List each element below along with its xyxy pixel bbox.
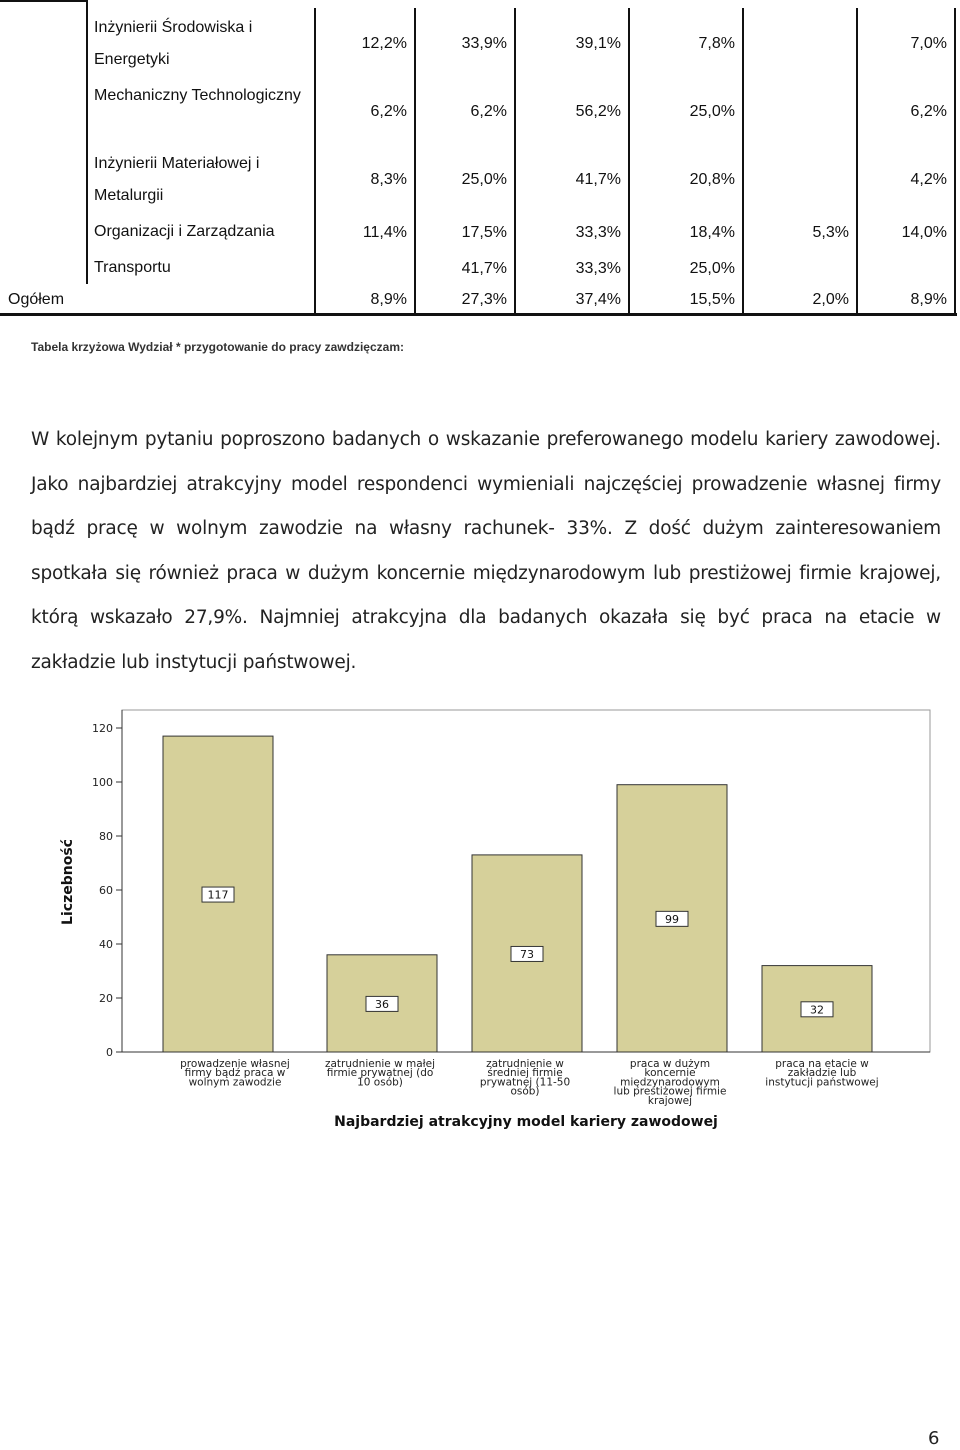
y-tick-label: 100 [92, 776, 113, 789]
x-tick-label: krajowej [647, 1094, 693, 1107]
x-tick-label: praca na etacie w [775, 1058, 869, 1070]
x-tick-label: zatrudnienie w [486, 1058, 564, 1070]
table-vertical-line [954, 8, 956, 314]
x-tick-label: praca w dużym [629, 1058, 711, 1070]
y-tick-label: 120 [92, 722, 113, 735]
y-tick-label: 80 [99, 830, 113, 843]
table-bottom-line [0, 313, 957, 316]
table-vertical-line [86, 0, 88, 284]
crosstab-table [0, 0, 960, 318]
x-tick-label: zatrudnienie w małej [324, 1058, 436, 1070]
x-tick-label: firmie prywatnej (do [326, 1067, 434, 1080]
table-cell: 33,3% [575, 224, 621, 241]
table-cell [748, 252, 849, 286]
table-top-line [0, 0, 88, 2]
data-label: 36 [375, 997, 389, 1011]
y-tick-label: 60 [99, 884, 113, 897]
x-tick-label: 10 osób) [357, 1076, 403, 1089]
bar-chart [0, 700, 960, 1140]
table-cell: 8,9% [910, 291, 947, 308]
table-vertical-line [628, 8, 630, 314]
table-cell: 8,9% [370, 291, 407, 308]
table-cell: 18,4% [689, 224, 735, 241]
x-tick-label: lub prestiżowej firmie [613, 1085, 727, 1098]
x-tick-label: firmy bądź praca w [184, 1067, 286, 1080]
table-caption: Tabela krzyżowa Wydział * przygotowanie do pracy zawdzięczam: [31, 340, 404, 354]
x-tick-label: wolnym zawodzie [188, 1076, 282, 1089]
x-tick-label: prowadzenie własnej [180, 1058, 290, 1070]
table-cell: 56,2% [575, 103, 621, 120]
table-cell: 8,3% [370, 171, 407, 188]
data-label: 32 [810, 1003, 824, 1017]
y-tick-label: 20 [99, 992, 113, 1005]
table-cell: 41,7% [575, 171, 621, 188]
table-vertical-line [514, 8, 516, 314]
data-label: 117 [207, 888, 229, 902]
total-row-label: Ogółem [8, 291, 65, 308]
table-cell: 25,0% [461, 171, 507, 188]
row-label: Inżynierii Materiałowej i Metalurgii [94, 155, 260, 204]
y-tick-label: 0 [106, 1046, 113, 1059]
x-tick-label: międzynarodowym [620, 1076, 720, 1089]
x-tick-label: osób) [510, 1085, 540, 1098]
table-cell: 20,8% [689, 171, 735, 188]
table-cell: 7,8% [698, 35, 735, 52]
table-cell: 17,5% [461, 224, 507, 241]
table-cell: 6,2% [470, 103, 507, 120]
table-cell [862, 252, 947, 286]
x-tick-label: średniej firmie [487, 1067, 563, 1080]
table-vertical-line [314, 8, 316, 314]
x-tick-label: zakładzie lub [787, 1067, 857, 1080]
table-cell: 37,4% [575, 291, 621, 308]
table-cell: 5,3% [812, 224, 849, 241]
table-cell: 4,2% [910, 171, 947, 188]
x-tick-label: instytucji państwowej [765, 1076, 879, 1089]
body-paragraph: W kolejnym pytaniu poproszono badanych o wskazanie preferowanego modelu kariery zawodowej. Jako najbardziej atrakcyjny model respondenci wymieniali najczęściej prowadzenie własnej firmy bądź pracę w wolnym zawodzie na własny rachunek- 33%. Z dość dużym zainteresowaniem spotkała się również praca w dużym koncernie międzynarodowym lub prestiżowej firmie krajowej, którą wskazało 27,9%. Najmniej atrakcyjna dla badanych okazała się być praca na etacie w zakładzie lub instytucji państwowej. [31, 429, 941, 673]
table-cell [320, 252, 407, 286]
table-cell: 25,0% [689, 103, 735, 120]
row-label: Organizacji i Zarządzania [94, 223, 275, 240]
page-number: 6 [928, 1428, 940, 1449]
table-cell: 14,0% [901, 224, 947, 241]
y-axis-title: Liczebność [60, 839, 76, 925]
table-cell: 6,2% [370, 103, 407, 120]
table-cell: 39,1% [575, 35, 621, 52]
table-vertical-line [856, 8, 858, 314]
table-cell: 11,4% [362, 224, 407, 241]
table-cell: 41,7% [461, 260, 507, 277]
data-label: 99 [665, 912, 679, 926]
row-label: Mechaniczny Technologiczny [94, 87, 301, 104]
table-cell: 15,5% [689, 291, 735, 308]
y-tick-label: 40 [99, 938, 113, 951]
x-axis-title: Najbardziej atrakcyjny model kariery zawodowej [334, 1114, 718, 1130]
table-cell [748, 80, 849, 144]
table-vertical-line [742, 8, 744, 314]
table-vertical-line [414, 8, 416, 314]
table-cell [748, 148, 849, 212]
table-cell [748, 12, 849, 76]
data-label: 73 [520, 947, 534, 961]
table-cell: 27,3% [461, 291, 507, 308]
table-cell: 33,3% [575, 260, 621, 277]
table-cell: 6,2% [910, 103, 947, 120]
table-cell: 12,2% [361, 35, 407, 52]
row-label: Transportu [94, 259, 171, 276]
row-label: Inżynierii Środowiska i Energetyki [94, 19, 253, 68]
table-cell: 2,0% [812, 291, 849, 308]
table-cell: 25,0% [689, 260, 735, 277]
table-cell: 33,9% [461, 35, 507, 52]
x-tick-label: prywatnej (11-50 [479, 1076, 571, 1089]
table-cell: 7,0% [910, 35, 947, 52]
x-tick-label: koncernie [644, 1067, 696, 1080]
